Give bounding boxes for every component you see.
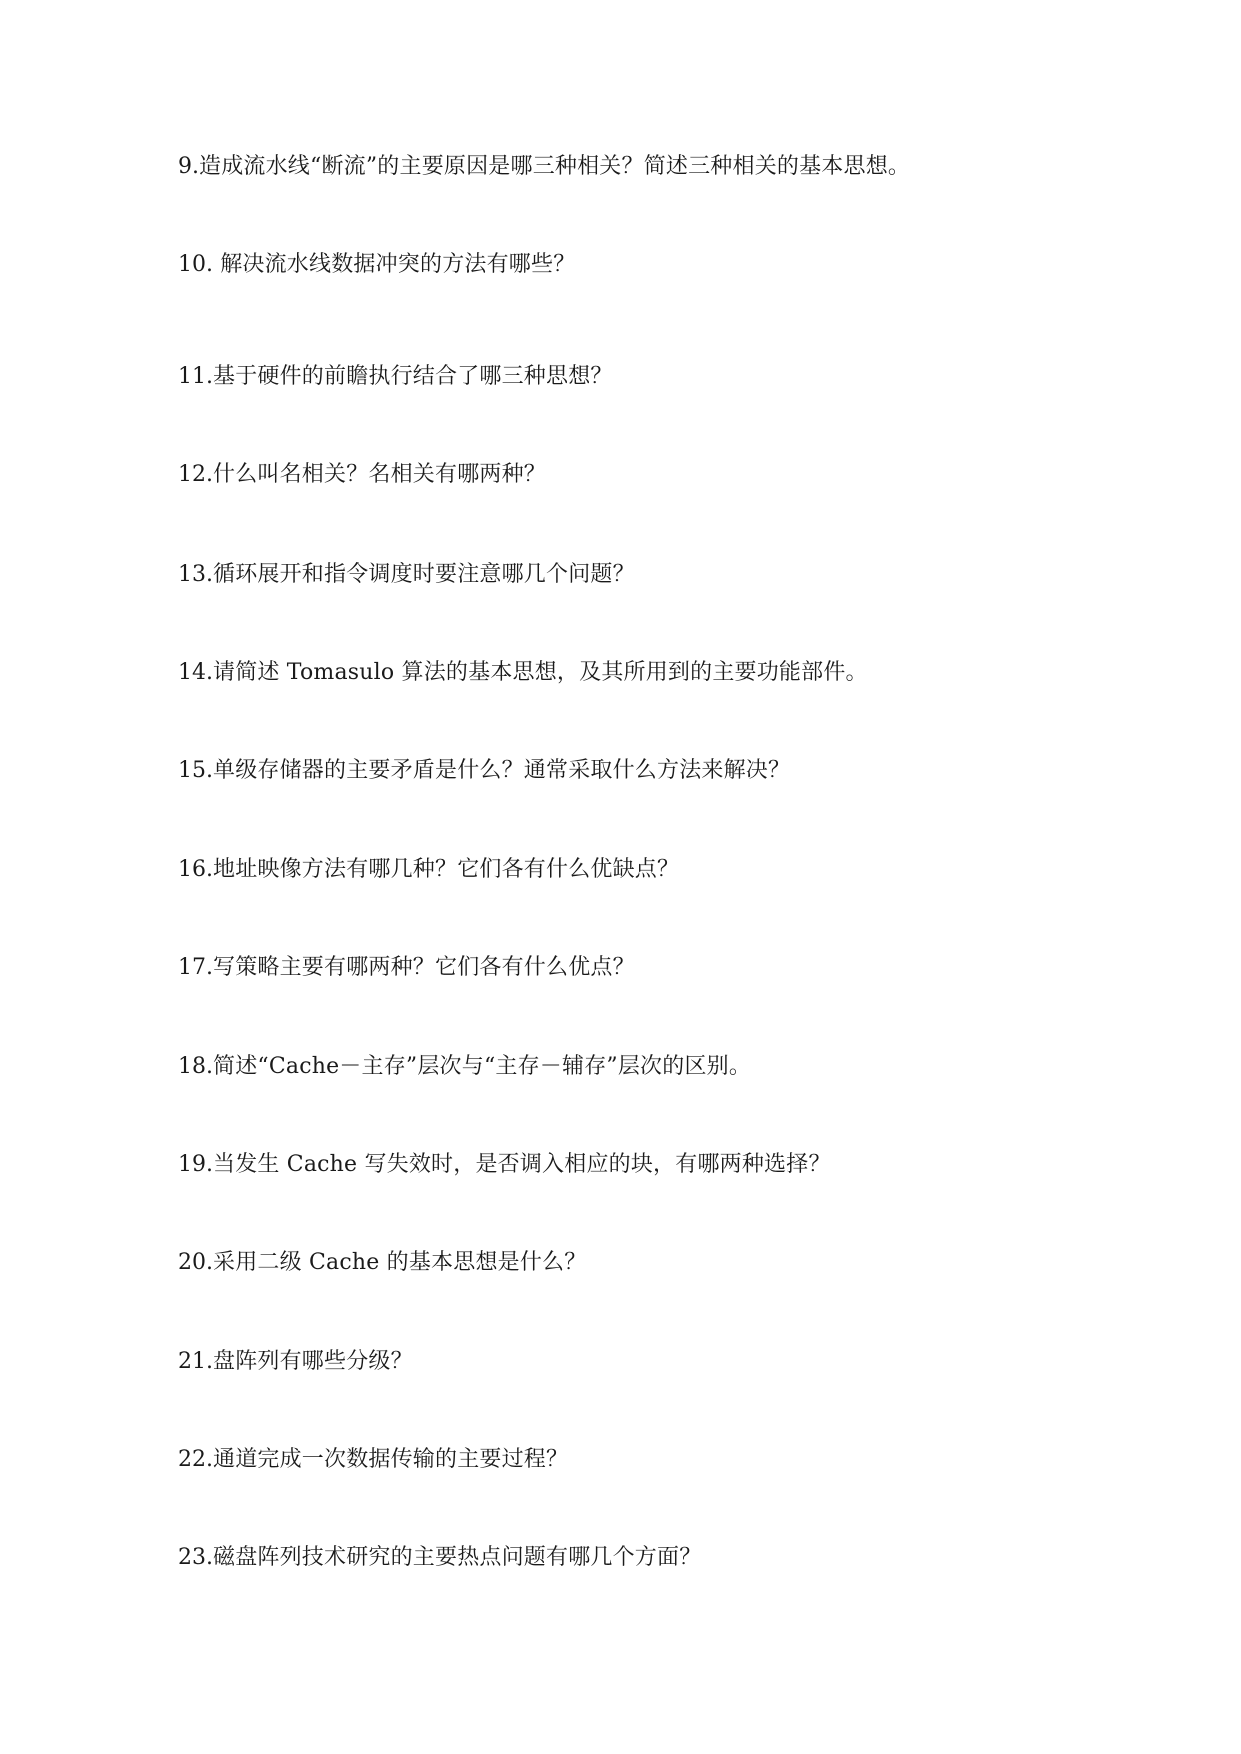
question-21 [178,1347,413,1377]
question-11 [178,362,613,392]
question-text: 基于硬件的前瞻执行结合了哪三种思想？ [213,364,613,389]
question-text: 简述“Cache－主存”层次与“主存－辅存”层次的区别。 [213,1054,752,1079]
question-19 [178,1150,831,1180]
question-20 [178,1248,586,1278]
question-12 [178,460,546,490]
question-number: 16. [178,857,213,882]
question-number: 12. [178,462,213,487]
question-10 [178,250,575,280]
question-text: 当发生 Cache 写失效时，是否调入相应的块，有哪两种选择？ [213,1152,831,1177]
question-text: 磁盘阵列技术研究的主要热点问题有哪几个方面？ [213,1545,702,1570]
question-number: 21. [178,1349,213,1374]
question-text: 盘阵列有哪些分级？ [213,1349,413,1374]
question-text: 采用二级 Cache 的基本思想是什么？ [213,1250,587,1275]
question-number: 20. [178,1250,213,1275]
question-number: 19. [178,1152,213,1177]
question-text: 单级存储器的主要矛盾是什么？通常采取什么方法来解决？ [213,758,791,783]
question-number: 14. [178,660,213,685]
question-16 [178,855,679,885]
question-text: 请简述 Tomasulo 算法的基本思想，及其所用到的主要功能部件。 [213,660,868,685]
question-9 [178,152,910,182]
question-23 [178,1543,701,1573]
question-number: 10. [178,252,213,277]
question-15 [178,756,790,786]
question-text: 写策略主要有哪两种？它们各有什么优点？ [213,955,635,980]
question-number: 13. [178,562,213,587]
question-17 [178,953,635,983]
question-number: 23. [178,1545,213,1570]
question-text: 通道完成一次数据传输的主要过程？ [213,1447,569,1472]
question-text: 地址映像方法有哪几种？它们各有什么优缺点？ [213,857,680,882]
question-number: 11. [178,364,213,389]
question-13 [178,560,635,590]
question-14 [178,658,868,688]
question-number: 17. [178,955,213,980]
question-text: 什么叫名相关？名相关有哪两种？ [213,462,547,487]
question-22 [178,1445,568,1475]
question-text: 解决流水线数据冲突的方法有哪些？ [213,252,576,277]
question-text: 造成流水线“断流”的主要原因是哪三种相关？简述三种相关的基本思想。 [199,154,911,179]
question-18 [178,1052,751,1082]
question-number: 9. [178,154,199,179]
question-number: 18. [178,1054,213,1079]
question-text: 循环展开和指令调度时要注意哪几个问题？ [213,562,635,587]
question-number: 15. [178,758,213,783]
question-number: 22. [178,1447,213,1472]
